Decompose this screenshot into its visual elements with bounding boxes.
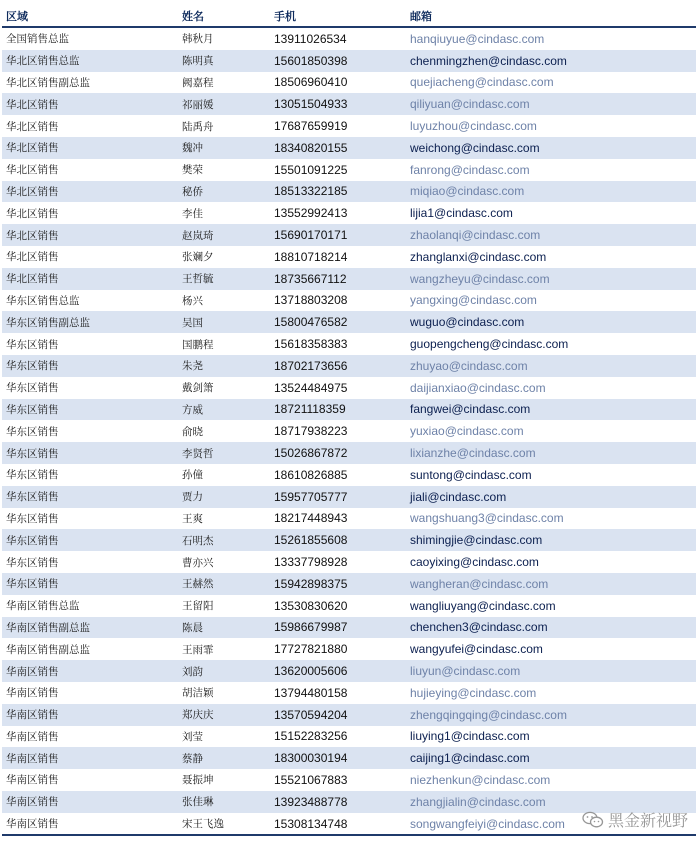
region-cell: 华北区销售 <box>2 181 178 203</box>
email-cell: liuying1@cindasc.com <box>410 729 530 744</box>
name-cell: 李贤哲 <box>178 442 270 464</box>
email-cell: suntong@cindasc.com <box>410 467 532 482</box>
table-row <box>2 311 696 333</box>
region-cell: 华北区销售 <box>6 207 59 220</box>
name-cell: 韩秋月 <box>182 33 214 46</box>
region-cell: 华北区销售 <box>6 164 59 177</box>
region-cell: 华东区销售 <box>6 382 59 395</box>
email-cell: hanqiuyue@cindasc.com <box>410 31 545 46</box>
table-row <box>2 595 696 617</box>
region-cell: 华东区销售 <box>6 338 59 351</box>
phone-cell: 13337798928 <box>274 555 348 570</box>
table-row <box>2 290 696 312</box>
phone-cell: 15800476582 <box>270 311 406 333</box>
email-cell: lijia1@cindasc.com <box>410 206 513 221</box>
table-row <box>2 181 696 203</box>
email-cell: caijing1@cindasc.com <box>406 747 696 769</box>
phone-cell: 13718803208 <box>274 293 348 308</box>
region-cell: 华北区销售 <box>6 120 59 133</box>
email-cell: weichong@cindasc.com <box>406 137 696 159</box>
email-cell: zhengqingqing@cindasc.com <box>406 704 696 726</box>
table-row <box>2 551 696 573</box>
phone-cell: 13570594204 <box>270 704 406 726</box>
email-cell: fangwei@cindasc.com <box>406 399 696 421</box>
name-cell: 陈明真 <box>178 50 270 72</box>
table-row <box>2 573 696 595</box>
name-cell: 郑庆庆 <box>178 704 270 726</box>
region-cell: 华东区销售 <box>2 442 178 464</box>
phone-cell: 18702173656 <box>270 355 406 377</box>
table-row <box>2 268 696 290</box>
phone-cell: 15308134748 <box>270 813 406 836</box>
name-column-header: 姓名 <box>178 5 270 27</box>
email-cell: daijianxiao@cindasc.com <box>410 380 546 395</box>
table-header-row <box>2 5 696 27</box>
name-cell: 方威 <box>178 399 270 421</box>
table-row <box>2 355 696 377</box>
name-cell: 赵岚琦 <box>178 224 270 246</box>
name-cell: 王留阳 <box>182 600 214 613</box>
email-cell: wangzheyu@cindasc.com <box>406 268 696 290</box>
phone-cell: 15957705777 <box>270 486 406 508</box>
phone-cell: 13794480158 <box>274 685 348 700</box>
region-cell: 华南区销售 <box>2 791 178 813</box>
email-cell: wangshuang3@cindasc.com <box>410 511 564 526</box>
region-cell: 华北区销售 <box>2 268 178 290</box>
name-cell: 张佳琳 <box>178 791 270 813</box>
email-cell: wangliuyang@cindasc.com <box>410 598 556 613</box>
email-cell: luyuzhou@cindasc.com <box>410 119 537 134</box>
table-row <box>2 224 696 246</box>
name-cell: 秘侨 <box>178 181 270 203</box>
region-cell: 华南区销售 <box>6 687 59 700</box>
region-cell: 华北区销售 <box>6 251 59 264</box>
name-cell: 朱尧 <box>178 355 270 377</box>
region-cell: 华南区销售 <box>2 813 178 836</box>
region-cell: 华北区销售 <box>2 137 178 159</box>
table-row <box>2 27 696 50</box>
name-cell: 石明杰 <box>178 529 270 551</box>
phone-cell: 18721118359 <box>270 399 406 421</box>
email-cell: zhaolanqi@cindasc.com <box>406 224 696 246</box>
name-cell: 刘韵 <box>178 660 270 682</box>
name-cell: 宋王飞逸 <box>178 813 270 836</box>
table-row <box>2 202 696 224</box>
watermark-text: 黑金新视野 <box>607 811 688 830</box>
region-cell: 华东区销售 <box>2 355 178 377</box>
region-cell: 华东区销售 <box>2 573 178 595</box>
email-cell: songwangfeiyi@cindasc.com <box>406 813 696 836</box>
watermark <box>582 808 688 831</box>
name-cell: 王哲毓 <box>178 268 270 290</box>
table-row <box>2 704 696 726</box>
phone-cell: 18513322185 <box>270 181 406 203</box>
region-cell: 华东区销售副总监 <box>2 311 178 333</box>
name-cell: 魏冲 <box>178 137 270 159</box>
table-row <box>2 115 696 137</box>
name-cell: 俞晓 <box>182 425 203 438</box>
phone-cell: 13552992413 <box>274 206 348 221</box>
region-cell: 华东区销售 <box>6 512 59 525</box>
email-cell: wuguo@cindasc.com <box>406 311 696 333</box>
email-cell: wangyufei@cindasc.com <box>410 642 543 657</box>
table-row <box>2 93 696 115</box>
phone-cell: 18735667112 <box>270 268 406 290</box>
region-cell: 华东区销售 <box>6 469 59 482</box>
phone-cell: 15601850398 <box>270 50 406 72</box>
table-row <box>2 660 696 682</box>
region-cell: 华南区销售总监 <box>6 600 80 613</box>
table-row <box>2 529 696 551</box>
email-cell: wangheran@cindasc.com <box>406 573 696 595</box>
email-cell: caoyixing@cindasc.com <box>410 555 539 570</box>
name-cell: 蔡静 <box>178 747 270 769</box>
phone-cell: 13923488778 <box>270 791 406 813</box>
email-cell: miqiao@cindasc.com <box>406 181 696 203</box>
region-cell: 华南区销售 <box>6 774 59 787</box>
name-cell: 吴国 <box>178 311 270 333</box>
phone-cell: 15261855608 <box>270 529 406 551</box>
email-cell: qiliyuan@cindasc.com <box>406 93 696 115</box>
email-column-header: 邮箱 <box>406 5 696 27</box>
phone-cell: 13051504933 <box>270 93 406 115</box>
region-cell: 华南区销售 <box>2 747 178 769</box>
phone-cell: 18340820155 <box>270 137 406 159</box>
table-row <box>2 72 696 94</box>
phone-column-header: 手机 <box>270 5 406 27</box>
phone-cell: 15026867872 <box>270 442 406 464</box>
email-cell: liuyun@cindasc.com <box>406 660 696 682</box>
region-cell: 华东区销售 <box>6 425 59 438</box>
phone-cell: 15521067883 <box>274 772 348 787</box>
phone-cell: 17727821880 <box>274 642 348 657</box>
name-cell: 曹亦兴 <box>182 556 214 569</box>
region-cell: 华南区销售 <box>2 660 178 682</box>
email-cell: lixianzhe@cindasc.com <box>406 442 696 464</box>
table-row <box>2 246 696 268</box>
email-cell: hujieying@cindasc.com <box>410 685 537 700</box>
phone-cell: 15986679987 <box>270 617 406 639</box>
phone-cell: 18717938223 <box>274 424 348 439</box>
phone-cell: 13530830620 <box>274 598 348 613</box>
region-cell: 华南区销售 <box>2 704 178 726</box>
table-row <box>2 399 696 421</box>
email-cell: chenchen3@cindasc.com <box>406 617 696 639</box>
region-cell: 全国销售总监 <box>6 33 69 46</box>
email-cell: zhanglanxi@cindasc.com <box>410 249 547 264</box>
email-cell: fanrong@cindasc.com <box>410 162 530 177</box>
email-cell: zhangjialin@cindasc.com <box>406 791 696 813</box>
name-cell: 王爽 <box>182 512 203 525</box>
table-row <box>2 486 696 508</box>
table-row <box>2 159 696 181</box>
table-row <box>2 333 696 355</box>
name-cell: 樊荣 <box>182 164 203 177</box>
table-row <box>2 442 696 464</box>
region-cell: 华南区销售 <box>6 730 59 743</box>
phone-cell: 13620005606 <box>270 660 406 682</box>
email-cell: guopengcheng@cindasc.com <box>410 337 569 352</box>
name-cell: 杨兴 <box>182 294 203 307</box>
name-cell: 阙嘉程 <box>182 76 214 89</box>
phone-cell: 15618358383 <box>274 337 348 352</box>
region-cell: 华北区销售总监 <box>2 50 178 72</box>
region-cell: 华南区销售副总监 <box>6 643 90 656</box>
phone-cell: 15501091225 <box>274 162 348 177</box>
table-row <box>2 617 696 639</box>
email-cell: shimingjie@cindasc.com <box>406 529 696 551</box>
name-cell: 张斓夕 <box>182 251 214 264</box>
table-row <box>2 377 696 399</box>
name-cell: 祁丽媛 <box>178 93 270 115</box>
name-cell: 陈晨 <box>178 617 270 639</box>
table-row <box>2 638 696 660</box>
region-cell: 华东区销售 <box>2 529 178 551</box>
region-cell: 华北区销售 <box>2 224 178 246</box>
phone-cell: 18506960410 <box>274 75 348 90</box>
table-body <box>2 27 696 835</box>
table-row <box>2 508 696 530</box>
name-cell: 王雨霏 <box>182 643 214 656</box>
phone-cell: 15690170171 <box>270 224 406 246</box>
region-cell: 华东区销售 <box>2 486 178 508</box>
name-cell: 李佳 <box>182 207 203 220</box>
phone-cell: 15942898375 <box>270 573 406 595</box>
sales-contact-table <box>2 5 696 836</box>
name-cell: 聂振坤 <box>182 774 214 787</box>
region-column-header: 区域 <box>2 5 178 27</box>
phone-cell: 13911026534 <box>274 31 347 46</box>
region-cell: 华南区销售副总监 <box>2 617 178 639</box>
name-cell: 戴剑箫 <box>182 382 214 395</box>
table-row <box>2 769 696 791</box>
region-cell: 华北区销售副总监 <box>6 76 90 89</box>
name-cell: 刘莹 <box>182 730 203 743</box>
email-cell: chenmingzhen@cindasc.com <box>406 50 696 72</box>
phone-cell: 18810718214 <box>274 249 348 264</box>
region-cell: 华东区销售 <box>6 556 59 569</box>
table-row <box>2 464 696 486</box>
email-cell: yangxing@cindasc.com <box>410 293 537 308</box>
table-row <box>2 747 696 769</box>
email-cell: yuxiao@cindasc.com <box>410 424 524 439</box>
phone-cell: 18610826885 <box>274 467 348 482</box>
name-cell: 陆禹舟 <box>182 120 214 133</box>
email-cell: zhuyao@cindasc.com <box>406 355 696 377</box>
region-cell: 华东区销售 <box>2 399 178 421</box>
table-row <box>2 420 696 442</box>
email-cell: quejiacheng@cindasc.com <box>410 75 554 90</box>
name-cell: 王赫然 <box>178 573 270 595</box>
table-row <box>2 682 696 704</box>
name-cell: 胡洁颖 <box>182 687 214 700</box>
table-row <box>2 137 696 159</box>
phone-cell: 13524484975 <box>274 380 348 395</box>
region-cell: 华北区销售 <box>2 93 178 115</box>
name-cell: 贾力 <box>178 486 270 508</box>
phone-cell: 17687659919 <box>274 119 348 134</box>
table-row <box>2 726 696 748</box>
phone-cell: 18300030194 <box>270 747 406 769</box>
table-row <box>2 50 696 72</box>
region-cell: 华东区销售总监 <box>6 294 80 307</box>
email-cell: niezhenkun@cindasc.com <box>410 772 551 787</box>
phone-cell: 18217448943 <box>274 511 348 526</box>
name-cell: 国鹏程 <box>182 338 214 351</box>
name-cell: 孙僮 <box>182 469 203 482</box>
wechat-icon <box>582 811 604 829</box>
email-cell: jiali@cindasc.com <box>406 486 696 508</box>
phone-cell: 15152283256 <box>274 729 348 744</box>
